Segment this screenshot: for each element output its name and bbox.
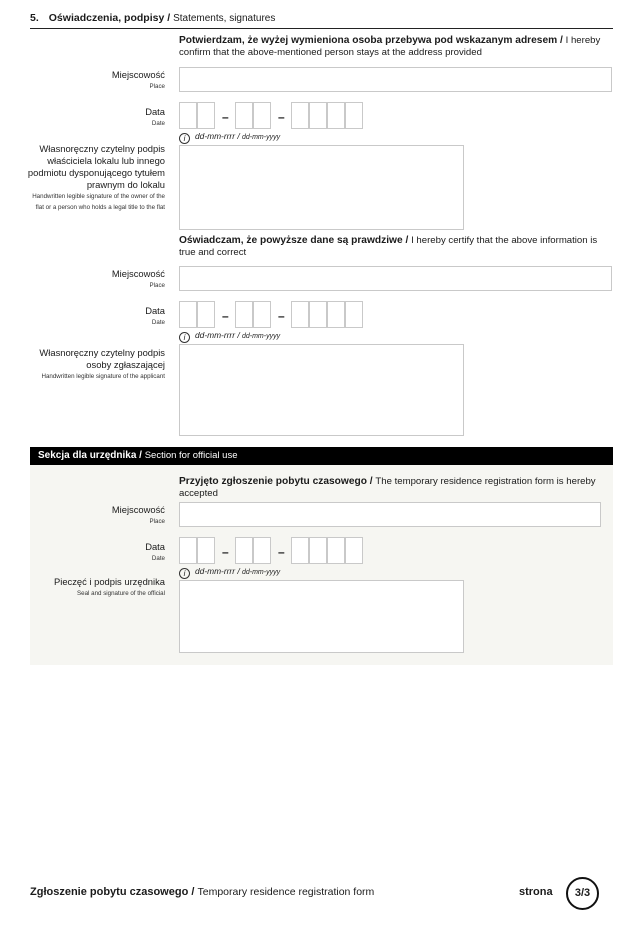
applicant-certification-heading: Oświadczam, że powyższe dane są prawdziwe / I hereby certify that the above information is true and correct [179,235,598,258]
section-number: 5. [30,12,39,24]
page-number-badge: 3/3 [566,877,599,910]
official-section-header: Sekcja dla urzędnika / Section for official use [30,447,613,465]
day-digit-box[interactable] [179,537,197,564]
day-digit-box[interactable] [197,537,215,564]
year-digit-box[interactable] [327,301,345,328]
year-digit-box[interactable] [345,102,363,129]
footer-form-title: Zgłoszenie pobytu czasowego / Temporary residence registration form [30,886,375,898]
date-format-hint: i dd-mm-rrrr / dd-mm-yyyy [179,131,280,144]
section-title-en: Statements, signatures [173,13,276,24]
year-digit-box[interactable] [327,102,345,129]
applicant-signature-label: Własnoręczny czytelny podpis osoby zgłaszającej Handwritten legible signature of the applicant [39,347,165,380]
date-separator: – [278,110,285,124]
year-digit-box[interactable] [309,537,327,564]
applicant-place-field[interactable] [179,266,612,291]
applicant-place-label: Miejscowość Place [111,268,165,289]
section-title-pl: Oświadczenia, podpisy / [48,12,171,24]
date-separator: – [278,309,285,323]
owner-confirmation-heading: Potwierdzam, że wyżej wymieniona osoba przebywa pod wskazanym adresem / I hereby confirm that the above-mentioned person stays at the address provided [179,35,601,58]
month-digit-box[interactable] [253,537,271,564]
owner-place-field[interactable] [179,67,612,92]
official-acceptance-heading: Przyjęto zgłoszenie pobytu czasowego / The temporary residence registration form is hereby accepted [179,476,596,499]
year-digit-box[interactable] [291,102,309,129]
info-icon: i [179,133,190,144]
month-digit-box[interactable] [235,537,253,564]
day-digit-box[interactable] [197,301,215,328]
year-digit-box[interactable] [327,537,345,564]
applicant-signature-field[interactable] [179,344,464,436]
date-format-hint: i dd-mm-rrrr / dd-mm-yyyy [179,330,280,343]
info-icon: i [179,332,190,343]
month-digit-box[interactable] [253,102,271,129]
month-digit-box[interactable] [235,102,253,129]
day-digit-box[interactable] [197,102,215,129]
year-digit-box[interactable] [345,537,363,564]
official-seal-label: Pieczęć i podpis urzędnika Seal and signature of the official [54,576,165,597]
date-separator: – [222,545,229,559]
year-digit-box[interactable] [345,301,363,328]
owner-place-label: Miejscowość Place [111,69,165,90]
section-5-header [30,12,613,29]
date-separator: – [222,309,229,323]
owner-signature-label: Własnoręczny czytelny podpis właściciela lokalu lub innego podmiotu dysponującego tytułem prawnym do lokalu Handwritten legible signature of the owner of the flat or a person who holds a legal title to the flat [27,143,165,211]
year-digit-box[interactable] [309,102,327,129]
date-separator: – [278,545,285,559]
info-icon: i [179,568,190,579]
owner-signature-field[interactable] [179,145,464,230]
applicant-date-label: Data Date [145,305,165,326]
year-digit-box[interactable] [291,301,309,328]
official-date-label: Data Date [145,541,165,562]
day-digit-box[interactable] [179,102,197,129]
month-digit-box[interactable] [235,301,253,328]
owner-date-label: Data Date [145,106,165,127]
year-digit-box[interactable] [291,537,309,564]
date-separator: – [222,110,229,124]
date-format-hint: i dd-mm-rrrr / dd-mm-yyyy [179,566,280,579]
official-seal-field[interactable] [179,580,464,653]
official-place-label: Miejscowość Place [111,504,165,525]
official-place-field[interactable] [179,502,601,527]
page-label: strona [519,886,553,898]
month-digit-box[interactable] [253,301,271,328]
day-digit-box[interactable] [179,301,197,328]
year-digit-box[interactable] [309,301,327,328]
